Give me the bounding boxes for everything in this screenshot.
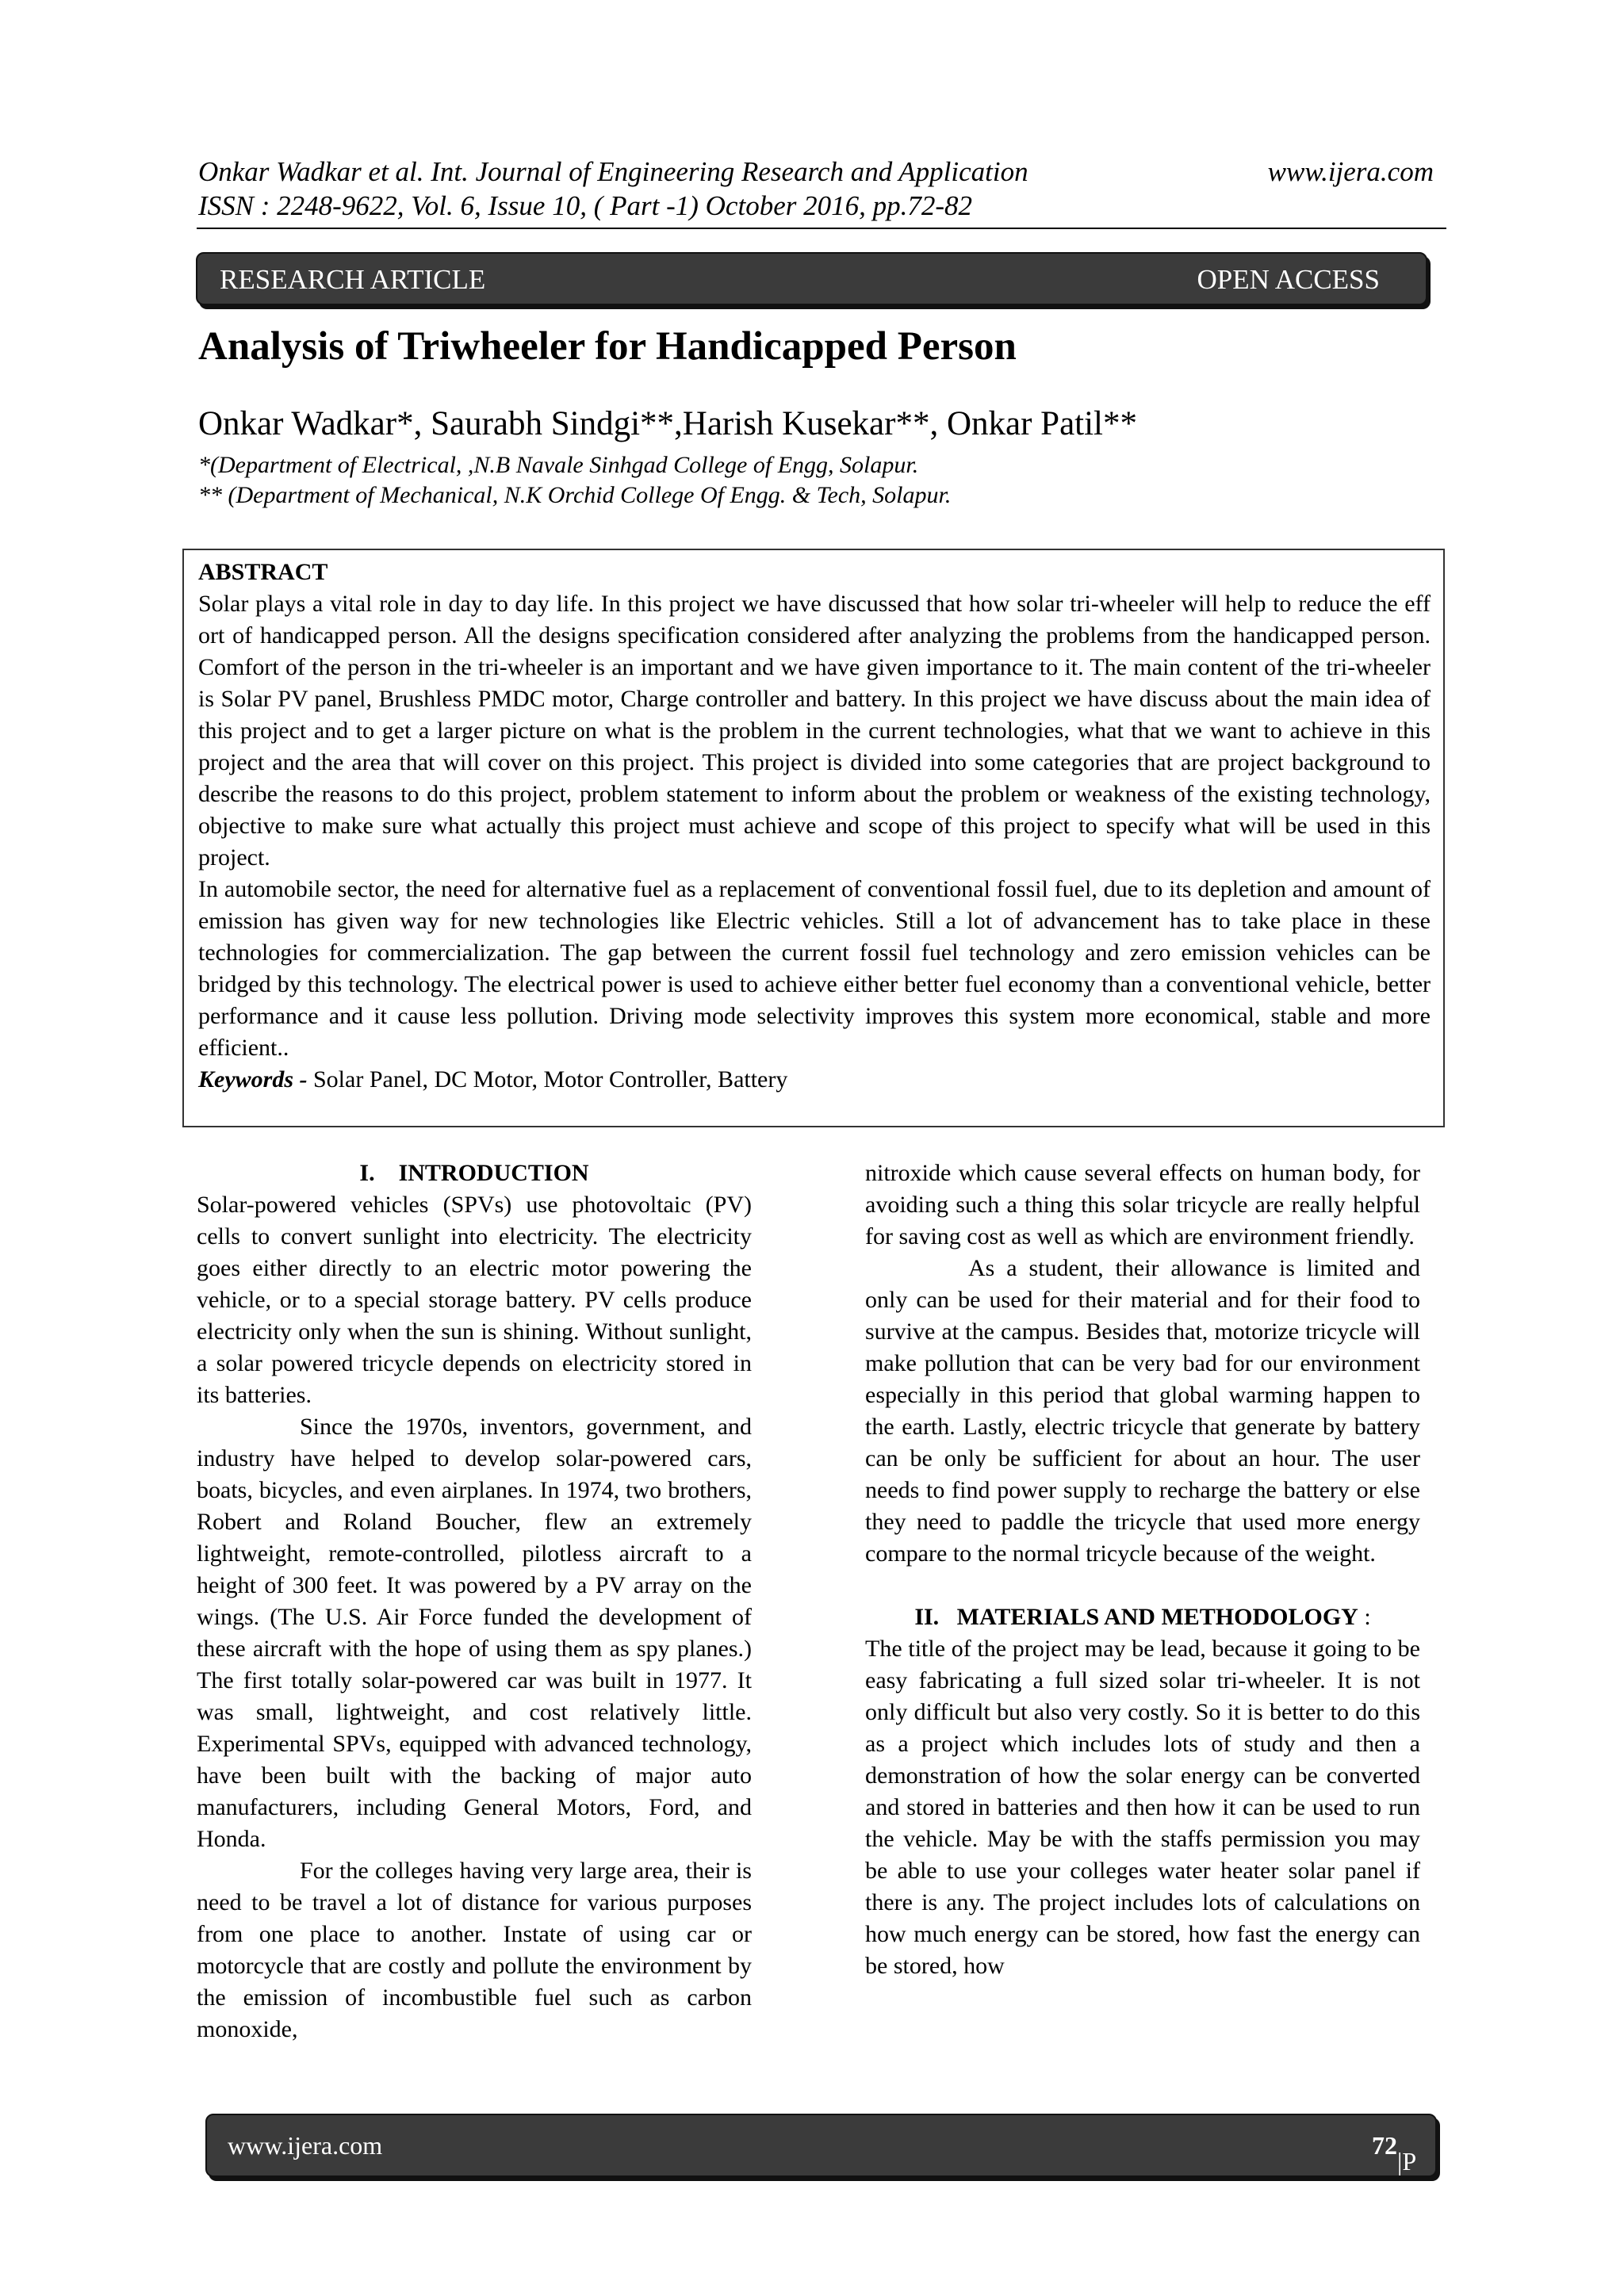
open-access-label: OPEN ACCESS: [1197, 264, 1380, 295]
intro-paragraph-5: As a student, their allowance is limited and only can be used for their material and for their food to survive at the campus. Besides that, motorize tricycle will make pollution that can be very bad for our environment especially in this period that global warming happen to the earth. Lastly, electric tricycle that generate by battery can be only be sufficient for about an hour. The user needs to find power supply to recharge the battery or else they need to paddle the tricycle that used more energy compare to the normal tricycle because of the weight.: [865, 1255, 1420, 1567]
author-list: Onkar Wadkar*, Saurabh Sindgi**,Harish Kusekar**, Onkar Patil**: [198, 405, 1137, 442]
paper-title: Analysis of Triwheeler for Handicapped Person: [198, 324, 1017, 369]
issn-line: ISSN : 2248-9622, Vol. 6, Issue 10, ( Part -1) October 2016, pp.72-82: [198, 190, 973, 221]
abstract-heading: ABSTRACT: [198, 559, 328, 585]
page-footer: [205, 2114, 1437, 2263]
section-2-colon: :: [1358, 1604, 1371, 1630]
abstract-box: [182, 549, 1445, 1127]
intro-paragraph-2: Since the 1970s, inventors, government, and industry have helped to develop solar-powered cars, boats, bicycles, and even airplanes. In 1974, two brothers, Robert and Roland Boucher, flew an extremely lightweight, remote-controlled, pilotless aircraft to a height of 300 feet. It was powered by a PV array on the wings. (The U.S. Air Force funded the development of these aircraft with the hope of using them as spy planes.) The first totally solar-powered car was built in 1977. It was small, lightweight, and cost relatively little. Experimental SPVs, equipped with advanced technology, have been built with the backing of major auto manufacturers, including General Motors, Ford, and Honda.: [197, 1414, 752, 1852]
section-1-heading: I. INTRODUCTION: [359, 1160, 589, 1186]
left-column: [197, 1158, 752, 2045]
section-2-heading: [865, 1601, 1420, 1633]
header-divider: [197, 228, 1446, 229]
journal-line: Onkar Wadkar et al. Int. Journal of Engineering Research and Application: [198, 156, 1028, 187]
abstract-paragraph-1: Solar plays a vital role in day to day life. In this project we have discussed that how solar tri-wheeler will help to reduce the eff ort of handicapped person. All the designs specification considered after analyzing the problems from the handicapped person. Comfort of the person in the tri-wheeler is an important and we have given importance to it. The main content of the tri-wheeler is Solar PV panel, Brushless PMDC motor, Charge controller and battery. In this project we have discuss about the main idea of this project and to get a larger picture on what is the problem in the current technologies, what that we want to achieve in this project and the area that will cover on this project. This project is divided into some categories that are project background to describe the reasons to do this project, problem statement to inform about the problem or weakness of the existing technology, objective to make sure what actually this project must achieve and scope of this project to specify what will be used in this project.: [198, 591, 1431, 871]
methods-paragraph-1: The title of the project may be lead, because it going to be easy fabricating a full sized solar tri-wheeler. It is not only difficult but also very costly. So it is better to do this as a project which includes lots of study and then a demonstration of how the solar energy can be converted and stored in batteries and then how it can be used to run the vehicle. May be with the staffs permission you may be able to use your colleges water heater solar panel if there is any. The project includes lots of calculations on how much energy can be stored, how fast the energy can be stored, how: [865, 1636, 1420, 1979]
page-label: |P a g e: [1397, 2147, 1416, 2263]
page-number: 72: [1372, 2131, 1397, 2160]
article-type-banner: [196, 252, 1427, 305]
affiliation-2: ** (Department of Mechanical, N.K Orchid College Of Engg. & Tech, Solapur.: [198, 482, 952, 508]
keywords-text: Solar Panel, DC Motor, Motor Controller, Battery: [307, 1066, 788, 1093]
intro-paragraph-1: Solar-powered vehicles (SPVs) use photovoltaic (PV) cells to convert sunlight into electricity. The electricity goes either directly to an electric motor powering the vehicle, or to a special storage battery. PV cells produce electricity only when the sun is shining. Without sunlight, a solar powered tricycle depends on electricity stored in its batteries.: [197, 1192, 752, 1408]
intro-paragraph-4: nitroxide which cause several effects on human body, for avoiding such a thing this solar tricycle are really helpful for saving cost as well as which are environment friendly.: [865, 1160, 1420, 1249]
footer-website: www.ijera.com: [228, 2131, 383, 2160]
header-website: www.ijera.com: [1267, 156, 1434, 187]
keywords-line: [198, 1064, 1431, 1096]
footer-page: [1372, 2131, 1416, 2263]
affiliation-1: *(Department of Electrical, ,N.B Navale Sinhgad College of Engg, Solapur.: [198, 452, 919, 478]
research-article-label: RESEARCH ARTICLE: [220, 264, 486, 295]
abstract-paragraph-2: In automobile sector, the need for alternative fuel as a replacement of conventional fossil fuel, due to its depletion and amount of emission has given way for new technologies like Electric vehicles. Still a lot of advancement has to take place in these technologies for commercialization. The gap between the current fossil fuel technology and zero emission vehicles can be bridged by this technology. The electrical power is used to achieve either better fuel economy than a conventional vehicle, better performance and it cause less pollution. Driving mode selectivity improves this system more economical, stable and more efficient..: [198, 876, 1431, 1061]
keywords-label: Keywords -: [198, 1066, 308, 1093]
right-column: [865, 1158, 1420, 1982]
intro-paragraph-3: For the colleges having very large area, their is need to be travel a lot of distance for various purposes from one place to another. Instate of using car or motorcycle that are costly and pollute the environment by the emission of incombustible fuel such as carbon monoxide,: [197, 1858, 752, 2042]
section-2-title: II. MATERIALS AND METHODOLOGY: [914, 1604, 1358, 1630]
